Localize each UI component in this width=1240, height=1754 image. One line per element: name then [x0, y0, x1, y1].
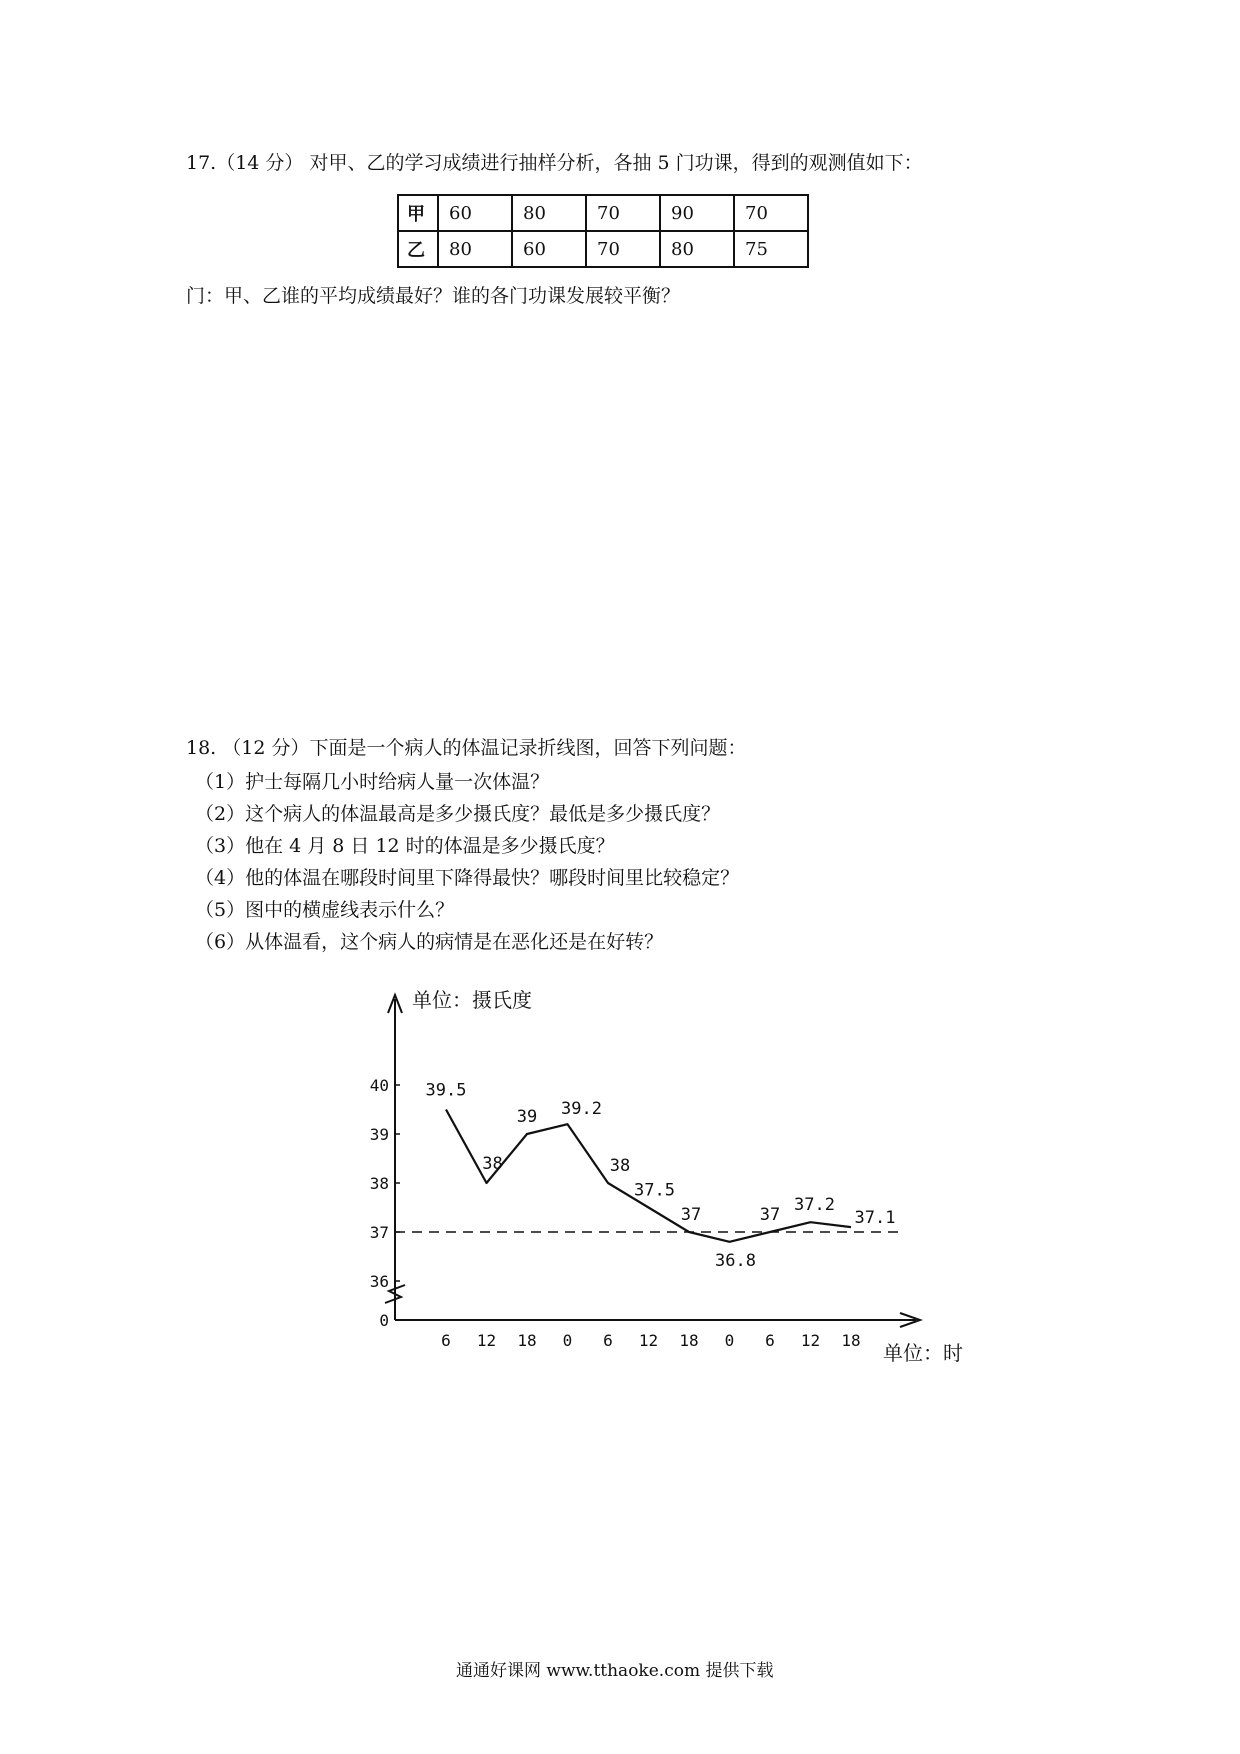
data-label: 37.1: [854, 1208, 896, 1229]
x-axis-unit-label: 单位：时: [883, 1341, 963, 1365]
score-cell: 80: [438, 231, 512, 267]
data-label: 39: [516, 1107, 538, 1127]
score-cell: 70: [734, 195, 808, 231]
y-tick-label: 36: [369, 1272, 389, 1291]
data-label: 37: [680, 1205, 702, 1225]
x-tick-label: 6: [441, 1331, 451, 1350]
score-cell: 60: [512, 231, 586, 267]
y-axis-unit-label: 单位：摄氏度: [412, 988, 532, 1012]
q18-subquestion: （2）这个病人的体温最高是多少摄氏度？最低是多少摄氏度？: [195, 803, 721, 825]
score-cell: 80: [660, 231, 734, 267]
data-label: 38: [482, 1154, 503, 1174]
y-tick-label: 40: [369, 1076, 389, 1095]
q18-subquestion: （3）他在 4 月 8 日 12 时的体温是多少摄氏度？: [195, 835, 615, 857]
q17-title: 17.（14 分） 对甲、乙的学习成绩进行抽样分析，各抽 5 门功课，得到的观测值如下：: [186, 152, 923, 174]
table-row: [398, 195, 808, 231]
row-header: 乙: [398, 231, 438, 267]
data-label: 37: [759, 1205, 781, 1225]
x-tick-label: 12: [476, 1331, 497, 1350]
q18-title: 18. （12 分）下面是一个病人的体温记录折线图，回答下列问题：: [186, 737, 747, 759]
y-tick-label: 37: [369, 1223, 389, 1242]
x-tick-label: 6: [603, 1331, 613, 1350]
q17-question: 门：甲、乙谁的平均成绩最好？谁的各门功课发展较平衡？: [186, 285, 681, 307]
labels-layer: [426, 1081, 896, 1271]
data-label: 39.2: [561, 1099, 602, 1120]
q18-subquestion: （1）护士每隔几小时给病人量一次体温？: [195, 771, 550, 793]
score-cell: 90: [660, 195, 734, 231]
y-tick-label: 0: [379, 1311, 389, 1330]
score-cell: 80: [512, 195, 586, 231]
series-line-layer: [446, 1109, 851, 1241]
data-label: 37.2: [794, 1195, 835, 1216]
x-tick-label: 0: [724, 1331, 735, 1350]
temperature-line-chart: [360, 985, 980, 1370]
q18-subquestion: （6）从体温看，这个病人的病情是在恶化还是在好转？: [195, 931, 664, 953]
row-header: 甲: [398, 195, 438, 231]
y-tick-label: 39: [369, 1125, 389, 1144]
x-tick-label: 12: [638, 1331, 659, 1350]
data-label: 37.5: [634, 1180, 675, 1201]
chart-axes: [370, 995, 920, 1350]
x-tick-label: 12: [800, 1331, 821, 1350]
page-footer: 通通好课网 www.tthaoke.com 提供下载: [456, 1661, 774, 1681]
temperature-series-line: [446, 1110, 851, 1242]
score-cell: 75: [734, 231, 808, 267]
score-cell: 70: [586, 195, 660, 231]
score-cell: 60: [438, 195, 512, 231]
y-tick-label: 38: [369, 1174, 389, 1193]
data-label: 36.8: [715, 1250, 756, 1271]
table-row: [398, 231, 808, 267]
score-cell: 70: [586, 231, 660, 267]
x-tick-label: 6: [765, 1331, 775, 1350]
x-tick-label: 18: [679, 1331, 699, 1350]
score-table: [397, 194, 809, 268]
x-tick-label: 0: [562, 1331, 573, 1350]
q18-subquestion: （4）他的体温在哪段时间里下降得最快？哪段时间里比较稳定？: [195, 867, 740, 889]
q18-subquestion: （5）图中的横虚线表示什么？: [195, 899, 455, 921]
data-label: 39.5: [425, 1080, 467, 1101]
data-label: 38: [609, 1156, 631, 1176]
x-tick-label: 18: [841, 1331, 861, 1350]
x-tick-label: 18: [517, 1331, 537, 1350]
